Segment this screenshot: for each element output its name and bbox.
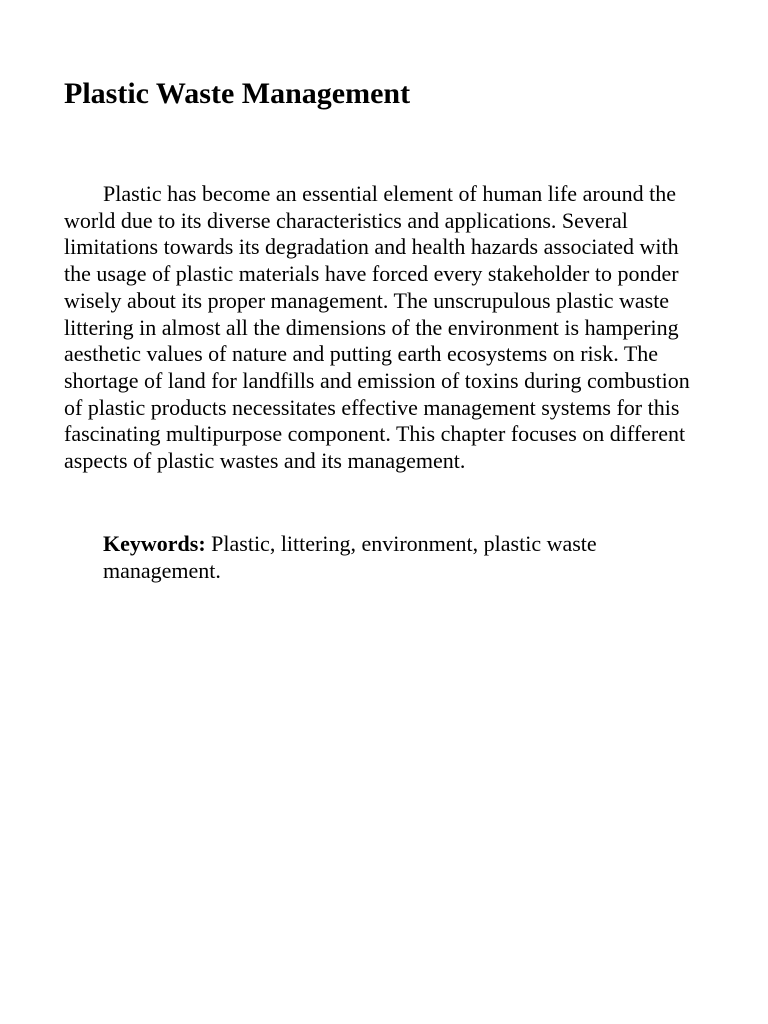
document-title: Plastic Waste Management [64,77,411,110]
abstract-paragraph: Plastic has become an essential element of human life around the world due to its diverse characteristics and applications. Several limitations towards its degradation and health hazards associated with the usage of plastic materials have forced every stakeholder to ponder wisely about its proper management. The unscrupulous plastic waste littering in almost all the dimensions of the environment is hampering aesthetic values of nature and putting earth ecosystems on risk. The shortage of land for landfills and emission of toxins during combustion of plastic products necessitates effective management systems for this fascinating multipurpose component. This chapter focuses on different aspects of plastic wastes and its management. [64,181,690,474]
keywords-text: Plastic, littering, environment, plastic waste management. [103,531,597,583]
keywords-line [103,531,703,584]
keywords-label: Keywords: [103,531,206,556]
